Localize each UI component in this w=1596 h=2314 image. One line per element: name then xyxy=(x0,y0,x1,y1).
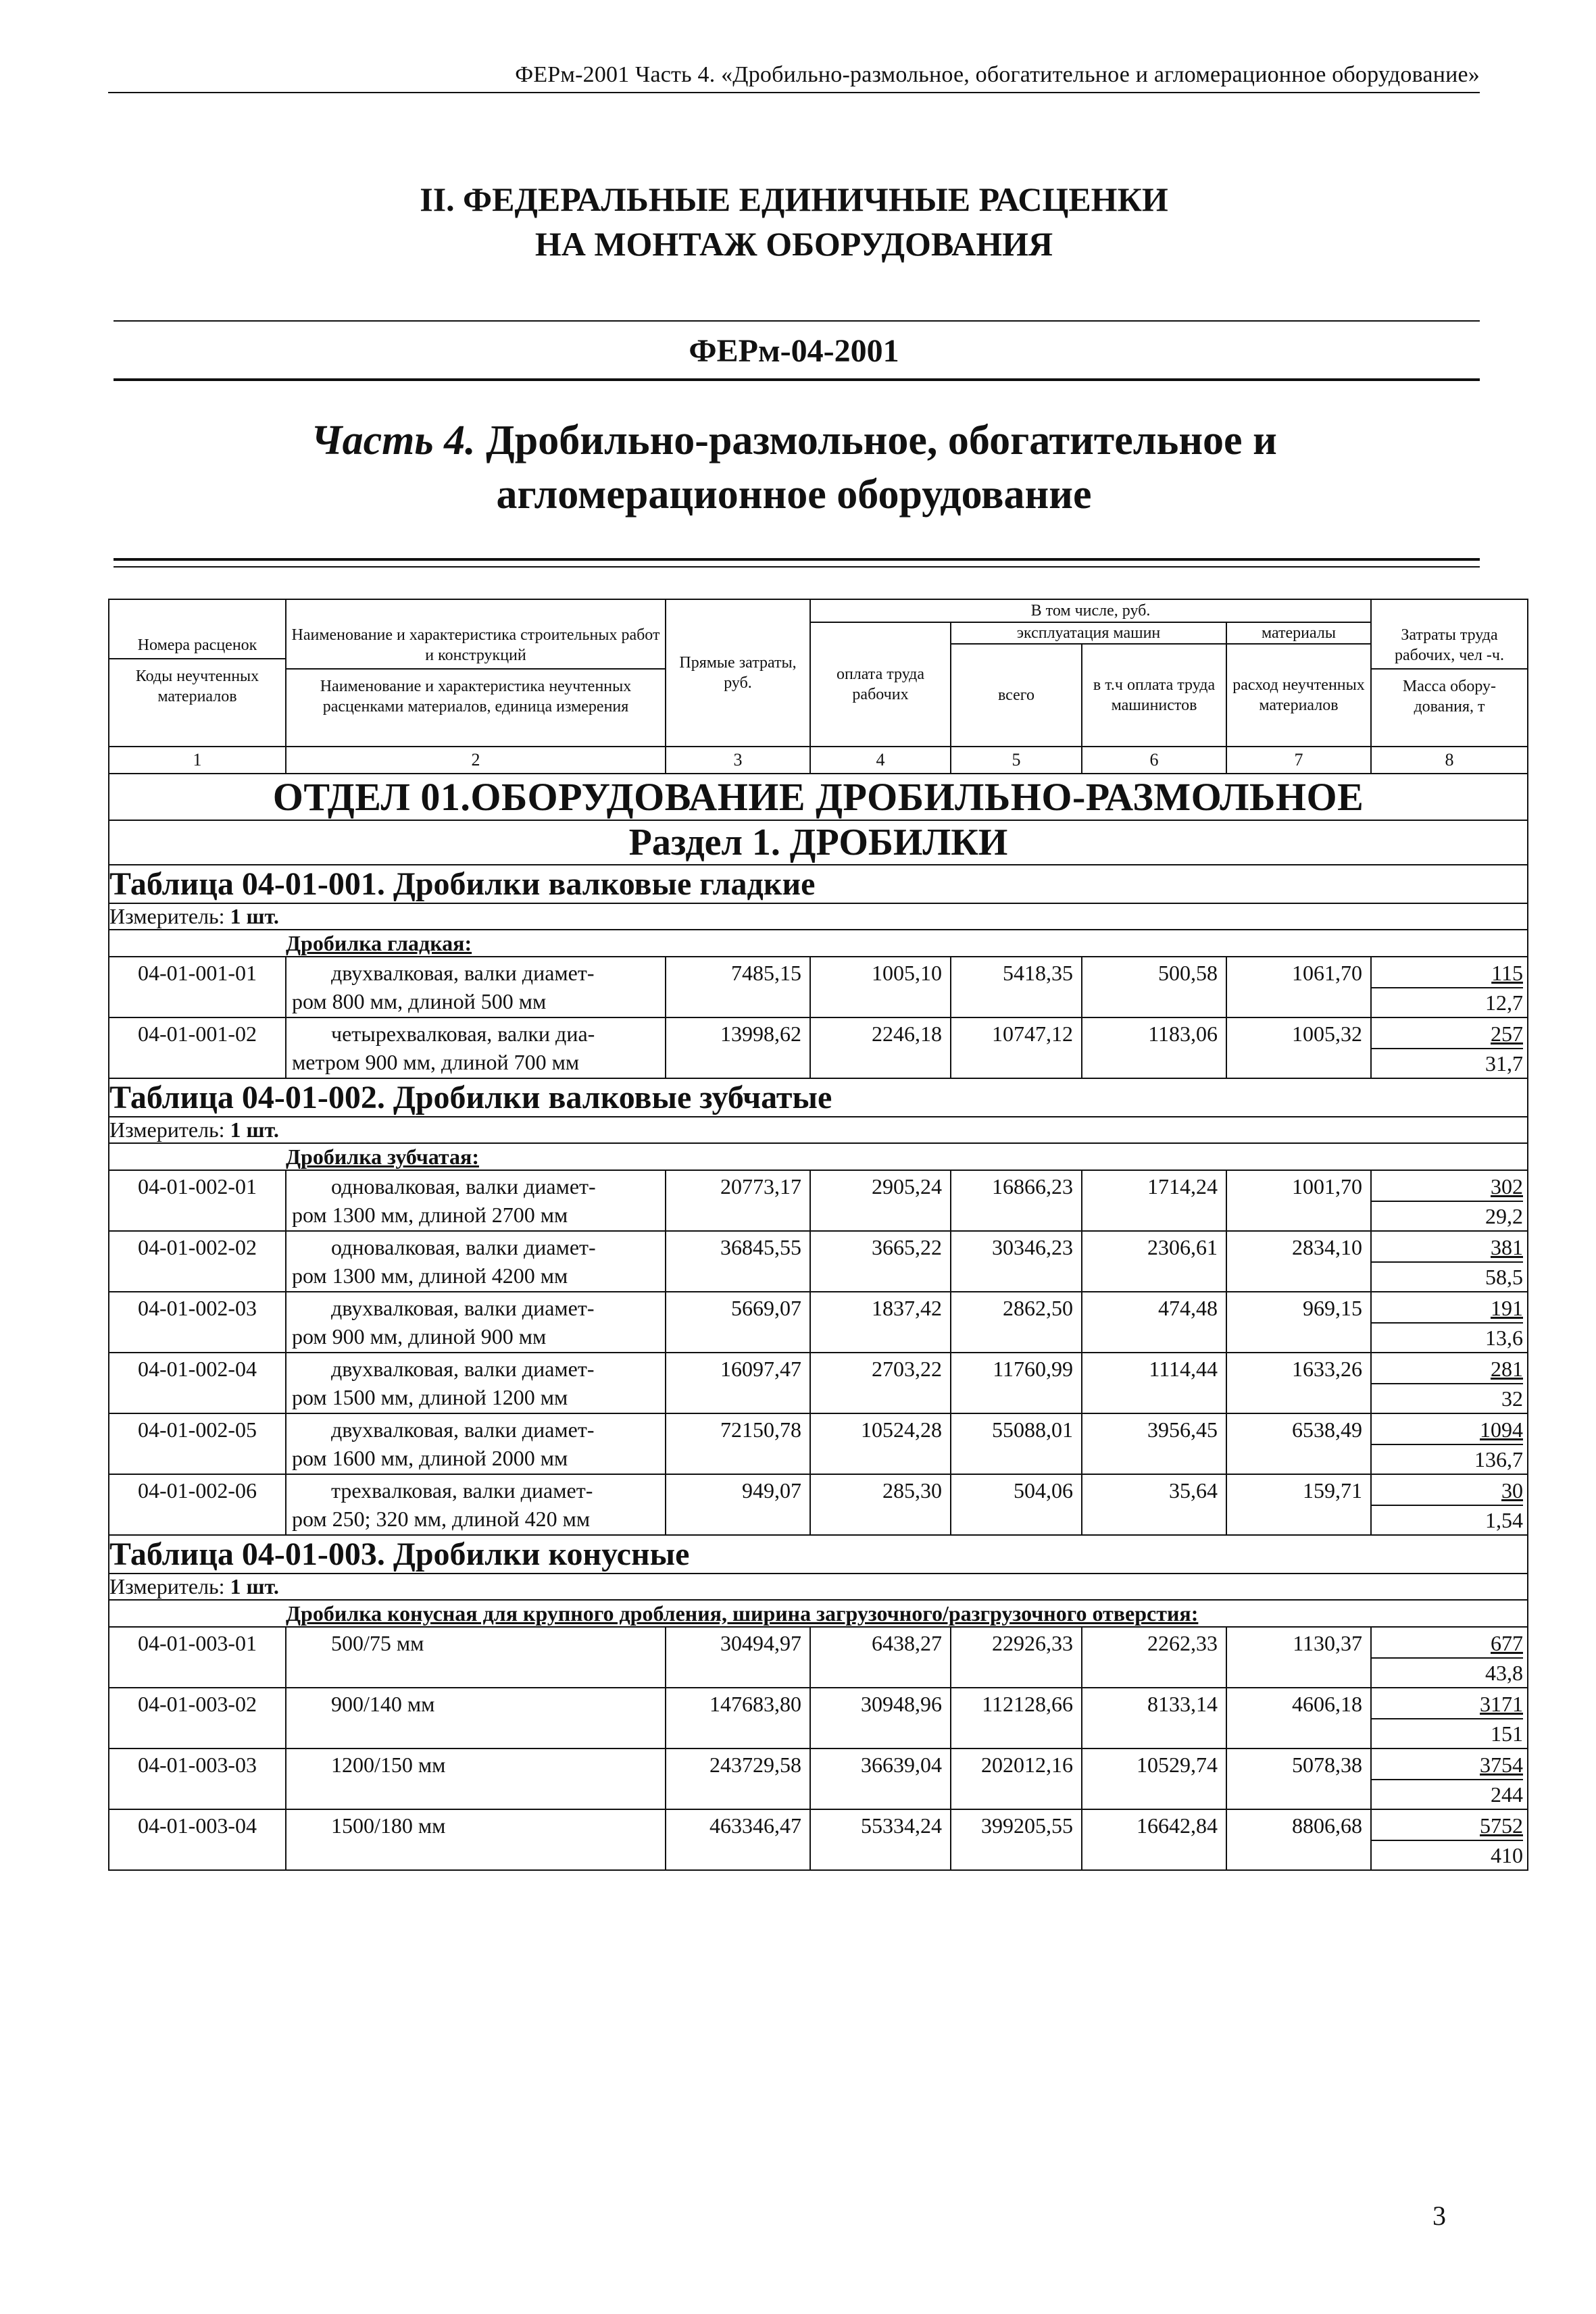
table-title: Таблица 04-01-003. Дробилки конусные xyxy=(109,1535,1528,1574)
chapter-title-rest: Дробильно-размольное, обогатительное и xyxy=(486,418,1277,463)
labor-hours: 5752 xyxy=(1480,1813,1523,1838)
materials-cost: 1130,37 xyxy=(1226,1627,1371,1688)
header-materials: материалы xyxy=(1226,622,1371,644)
header-col8-bottom: Масса обору-дования, т xyxy=(1402,678,1497,715)
table-row xyxy=(109,1749,1528,1809)
machine-total: 399205,55 xyxy=(951,1809,1082,1870)
measure xyxy=(109,1574,1528,1600)
rule xyxy=(114,566,1480,568)
column-number: 2 xyxy=(286,747,666,774)
direct-cost: 30494,97 xyxy=(666,1627,810,1688)
rate-code: 04-01-002-04 xyxy=(109,1353,286,1413)
table-row xyxy=(109,1231,1528,1292)
measure-row xyxy=(109,903,1528,930)
machinist-wages: 500,58 xyxy=(1082,957,1226,1017)
rate-name xyxy=(286,1688,666,1749)
labor-mass xyxy=(1371,1231,1528,1292)
header-col1-bottom: Коды неучтенных материалов xyxy=(135,668,259,705)
group-row xyxy=(109,930,1528,957)
measure-label: Измеритель: xyxy=(109,1117,225,1142)
materials-cost: 1001,70 xyxy=(1226,1170,1371,1231)
machine-total: 2862,50 xyxy=(951,1292,1082,1353)
razdel-row xyxy=(109,820,1528,865)
table-row xyxy=(109,957,1528,1017)
worker-wages: 1837,42 xyxy=(810,1292,951,1353)
machine-total: 112128,66 xyxy=(951,1688,1082,1749)
page-number: 3 xyxy=(1432,2200,1446,2231)
labor-mass xyxy=(1371,1170,1528,1231)
rule xyxy=(114,378,1480,381)
materials-cost: 159,71 xyxy=(1226,1474,1371,1535)
worker-wages: 285,30 xyxy=(810,1474,951,1535)
rate-name-line1: двухвалковая, валки диамет- xyxy=(331,1417,595,1442)
measure-label: Измеритель: xyxy=(109,904,225,928)
rate-name-line1: одновалковая, валки диамет- xyxy=(331,1235,596,1259)
materials-cost: 1061,70 xyxy=(1226,957,1371,1017)
machine-total: 10747,12 xyxy=(951,1017,1082,1078)
rate-name xyxy=(286,1353,666,1413)
labor-mass xyxy=(1371,1627,1528,1688)
rate-name xyxy=(286,1809,666,1870)
rate-name-line2: ром 1600 мм, длиной 2000 мм xyxy=(292,1446,568,1470)
labor-mass xyxy=(1371,1017,1528,1078)
rate-code: 04-01-003-02 xyxy=(109,1688,286,1749)
column-number: 4 xyxy=(810,747,951,774)
labor-mass xyxy=(1371,1413,1528,1474)
materials-cost: 4606,18 xyxy=(1226,1688,1371,1749)
header-col3: Прямые затраты, руб. xyxy=(666,599,810,747)
rate-name-line1: двухвалковая, валки диамет- xyxy=(331,1357,595,1381)
direct-cost: 36845,55 xyxy=(666,1231,810,1292)
rate-name xyxy=(286,1413,666,1474)
machine-total: 202012,16 xyxy=(951,1749,1082,1809)
equipment-mass: 58,5 xyxy=(1372,1261,1523,1291)
code-title: ФЕРм-04-2001 xyxy=(689,333,899,369)
materials-cost: 5078,38 xyxy=(1226,1749,1371,1809)
measure-value: 1 шт. xyxy=(230,904,279,928)
part-title xyxy=(108,177,1480,266)
equipment-mass: 43,8 xyxy=(1372,1657,1523,1687)
worker-wages: 3665,22 xyxy=(810,1231,951,1292)
column-numbers-row xyxy=(109,747,1528,774)
header-col2-top: Наименование и характеристика строительных работ и конструкций xyxy=(286,622,665,670)
rate-name xyxy=(286,1474,666,1535)
group-code-cell xyxy=(109,1143,286,1170)
rate-name-line2: ром 1300 мм, длиной 2700 мм xyxy=(292,1203,568,1227)
rates-table xyxy=(108,599,1528,1871)
worker-wages: 10524,28 xyxy=(810,1413,951,1474)
measure-value: 1 шт. xyxy=(230,1574,279,1599)
equipment-mass: 136,7 xyxy=(1372,1444,1523,1474)
rate-code: 04-01-002-06 xyxy=(109,1474,286,1535)
worker-wages: 2703,22 xyxy=(810,1353,951,1413)
rate-name-line1: двухвалковая, валки диамет- xyxy=(331,1296,595,1320)
rate-name-line1: 900/140 мм xyxy=(331,1692,435,1716)
machinist-wages: 474,48 xyxy=(1082,1292,1226,1353)
table-title: Таблица 04-01-001. Дробилки валковые гладкие xyxy=(109,865,1528,903)
group-row xyxy=(109,1600,1528,1627)
worker-wages: 36639,04 xyxy=(810,1749,951,1809)
header-col8-top: Затраты труда рабочих, чел -ч. xyxy=(1372,622,1527,670)
machinist-wages: 2306,61 xyxy=(1082,1231,1226,1292)
rate-code: 04-01-001-01 xyxy=(109,957,286,1017)
labor-hours: 115 xyxy=(1491,961,1523,985)
machinist-wages: 2262,33 xyxy=(1082,1627,1226,1688)
rate-name xyxy=(286,1749,666,1809)
machinist-wages: 1114,44 xyxy=(1082,1353,1226,1413)
header-machines: эксплуатация машин xyxy=(951,622,1226,644)
equipment-mass: 244 xyxy=(1372,1779,1523,1809)
measure-row xyxy=(109,1574,1528,1600)
equipment-mass: 32 xyxy=(1372,1383,1523,1413)
direct-cost: 7485,15 xyxy=(666,957,810,1017)
part-title-line: НА МОНТАЖ ОБОРУДОВАНИЯ xyxy=(534,225,1053,263)
column-number: 8 xyxy=(1371,747,1528,774)
header-col5: всего xyxy=(951,644,1082,747)
header-col1-top: Номера расценок xyxy=(109,632,285,659)
rate-code: 04-01-001-02 xyxy=(109,1017,286,1078)
table-row xyxy=(109,1688,1528,1749)
direct-cost: 16097,47 xyxy=(666,1353,810,1413)
rate-code: 04-01-003-04 xyxy=(109,1809,286,1870)
labor-hours: 191 xyxy=(1491,1296,1523,1320)
group-code-cell xyxy=(109,930,286,957)
table-title-row xyxy=(109,865,1528,903)
labor-mass xyxy=(1371,1353,1528,1413)
machinist-wages: 3956,45 xyxy=(1082,1413,1226,1474)
labor-hours: 381 xyxy=(1491,1235,1523,1259)
machinist-wages: 8133,14 xyxy=(1082,1688,1226,1749)
machinist-wages: 1714,24 xyxy=(1082,1170,1226,1231)
rule xyxy=(114,320,1480,322)
header-col2 xyxy=(286,599,666,747)
rate-name-line1: 500/75 мм xyxy=(331,1631,424,1655)
machinist-wages: 35,64 xyxy=(1082,1474,1226,1535)
rate-name-line1: двухвалковая, валки диамет- xyxy=(331,961,595,985)
chapter-title xyxy=(108,413,1480,522)
table-row xyxy=(109,1809,1528,1870)
measure xyxy=(109,1117,1528,1143)
rate-name-line2: ром 800 мм, длиной 500 мм xyxy=(292,989,547,1013)
materials-cost: 969,15 xyxy=(1226,1292,1371,1353)
labor-mass xyxy=(1371,1688,1528,1749)
machine-total: 30346,23 xyxy=(951,1231,1082,1292)
group-label: Дробилка конусная для крупного дробления, ширина загрузочного/разгрузочного отверстия: xyxy=(286,1600,1528,1627)
header-col6: в т.ч оплата труда машинистов xyxy=(1082,644,1226,747)
group-label: Дробилка зубчатая: xyxy=(286,1143,1528,1170)
column-number: 5 xyxy=(951,747,1082,774)
direct-cost: 13998,62 xyxy=(666,1017,810,1078)
rate-name-line1: 1200/150 мм xyxy=(331,1753,446,1777)
labor-mass xyxy=(1371,1474,1528,1535)
machine-total: 11760,99 xyxy=(951,1353,1082,1413)
machinist-wages: 10529,74 xyxy=(1082,1749,1226,1809)
worker-wages: 6438,27 xyxy=(810,1627,951,1688)
rate-name-line2: ром 1300 мм, длиной 4200 мм xyxy=(292,1263,568,1288)
rate-code: 04-01-002-02 xyxy=(109,1231,286,1292)
rate-name-line2: ром 250; 320 мм, длиной 420 мм xyxy=(292,1507,591,1531)
table-row xyxy=(109,1413,1528,1474)
chapter-title-line2: агломерационное оборудование xyxy=(496,472,1092,518)
table-row xyxy=(109,1353,1528,1413)
machinist-wages: 1183,06 xyxy=(1082,1017,1226,1078)
rate-code: 04-01-003-01 xyxy=(109,1627,286,1688)
rate-code: 04-01-002-05 xyxy=(109,1413,286,1474)
machine-total: 16866,23 xyxy=(951,1170,1082,1231)
materials-cost: 2834,10 xyxy=(1226,1231,1371,1292)
direct-cost: 5669,07 xyxy=(666,1292,810,1353)
table-title-row xyxy=(109,1535,1528,1574)
equipment-mass: 1,54 xyxy=(1372,1505,1523,1534)
header-group: В том числе, руб. xyxy=(810,599,1371,622)
header-col2-bottom: Наименование и характеристика неучтенных расценками материалов, единица измерения xyxy=(320,678,632,715)
rate-name xyxy=(286,1017,666,1078)
rate-code: 04-01-002-01 xyxy=(109,1170,286,1231)
group-label: Дробилка гладкая: xyxy=(286,930,1528,957)
measure xyxy=(109,903,1528,930)
group-code-cell xyxy=(109,1600,286,1627)
worker-wages: 2905,24 xyxy=(810,1170,951,1231)
labor-mass xyxy=(1371,957,1528,1017)
rate-name xyxy=(286,957,666,1017)
measure-row xyxy=(109,1117,1528,1143)
machine-total: 5418,35 xyxy=(951,957,1082,1017)
labor-hours: 30 xyxy=(1501,1478,1523,1503)
equipment-mass: 29,2 xyxy=(1372,1201,1523,1230)
labor-mass xyxy=(1371,1749,1528,1809)
column-number: 1 xyxy=(109,747,286,774)
table-title-row xyxy=(109,1078,1528,1117)
worker-wages: 30948,96 xyxy=(810,1688,951,1749)
machinist-wages: 16642,84 xyxy=(1082,1809,1226,1870)
table-header-row xyxy=(109,599,1528,622)
measure-value: 1 шт. xyxy=(230,1117,279,1142)
labor-hours: 1094 xyxy=(1480,1417,1523,1442)
labor-hours: 257 xyxy=(1491,1022,1523,1046)
rate-name-line1: одновалковая, валки диамет- xyxy=(331,1174,596,1199)
rule xyxy=(114,558,1480,561)
column-number: 3 xyxy=(666,747,810,774)
equipment-mass: 410 xyxy=(1372,1840,1523,1869)
running-header: ФЕРм-2001 Часть 4. «Дробильно-размольное, обогатительное и агломерационное оборудование» xyxy=(108,62,1480,93)
labor-mass xyxy=(1371,1809,1528,1870)
direct-cost: 463346,47 xyxy=(666,1809,810,1870)
rate-name-line2: метром 900 мм, длиной 700 мм xyxy=(292,1050,580,1074)
labor-hours: 302 xyxy=(1491,1174,1523,1199)
labor-hours: 677 xyxy=(1491,1631,1523,1655)
header-col4: оплата труда рабочих xyxy=(810,622,951,747)
rate-code: 04-01-002-03 xyxy=(109,1292,286,1353)
materials-cost: 6538,49 xyxy=(1226,1413,1371,1474)
otdel-row xyxy=(109,774,1528,820)
rate-name-line2: ром 900 мм, длиной 900 мм xyxy=(292,1324,547,1349)
labor-hours: 3754 xyxy=(1480,1753,1523,1777)
direct-cost: 949,07 xyxy=(666,1474,810,1535)
labor-mass xyxy=(1371,1292,1528,1353)
chapter-lead: Часть 4. xyxy=(311,418,476,463)
materials-cost: 1005,32 xyxy=(1226,1017,1371,1078)
equipment-mass: 31,7 xyxy=(1372,1048,1523,1078)
header-col8 xyxy=(1371,599,1528,747)
labor-hours: 281 xyxy=(1491,1357,1523,1381)
column-number: 6 xyxy=(1082,747,1226,774)
rate-name-line2: ром 1500 мм, длиной 1200 мм xyxy=(292,1385,568,1409)
razdel-title: Раздел 1. ДРОБИЛКИ xyxy=(109,820,1528,865)
rate-name xyxy=(286,1292,666,1353)
column-number: 7 xyxy=(1226,747,1371,774)
direct-cost: 20773,17 xyxy=(666,1170,810,1231)
rate-name xyxy=(286,1627,666,1688)
rate-name-line1: трехвалковая, валки диамет- xyxy=(331,1478,593,1503)
header-col1 xyxy=(109,599,286,747)
table-title: Таблица 04-01-002. Дробилки валковые зубчатые xyxy=(109,1078,1528,1117)
otdel-title: ОТДЕЛ 01.ОБОРУДОВАНИЕ ДРОБИЛЬНО-РАЗМОЛЬНОЕ xyxy=(109,774,1528,820)
worker-wages: 1005,10 xyxy=(810,957,951,1017)
machine-total: 504,06 xyxy=(951,1474,1082,1535)
rate-name xyxy=(286,1170,666,1231)
worker-wages: 2246,18 xyxy=(810,1017,951,1078)
table-row xyxy=(109,1017,1528,1078)
measure-label: Измеритель: xyxy=(109,1574,225,1599)
machine-total: 22926,33 xyxy=(951,1627,1082,1688)
machine-total: 55088,01 xyxy=(951,1413,1082,1474)
table-row xyxy=(109,1292,1528,1353)
equipment-mass: 12,7 xyxy=(1372,987,1523,1017)
part-title-line: II. ФЕДЕРАЛЬНЫЕ ЕДИНИЧНЫЕ РАСЦЕНКИ xyxy=(420,180,1168,218)
group-row xyxy=(109,1143,1528,1170)
table-row xyxy=(109,1170,1528,1231)
header-col7: расход неучтенных материалов xyxy=(1226,644,1371,747)
equipment-mass: 151 xyxy=(1372,1718,1523,1748)
table-row xyxy=(109,1627,1528,1688)
materials-cost: 8806,68 xyxy=(1226,1809,1371,1870)
rate-name-line1: четырехвалковая, валки диа- xyxy=(331,1022,595,1046)
materials-cost: 1633,26 xyxy=(1226,1353,1371,1413)
direct-cost: 243729,58 xyxy=(666,1749,810,1809)
rate-name-line1: 1500/180 мм xyxy=(331,1813,446,1838)
rate-name xyxy=(286,1231,666,1292)
labor-hours: 3171 xyxy=(1480,1692,1523,1716)
direct-cost: 72150,78 xyxy=(666,1413,810,1474)
rate-code: 04-01-003-03 xyxy=(109,1749,286,1809)
worker-wages: 55334,24 xyxy=(810,1809,951,1870)
table-row xyxy=(109,1474,1528,1535)
equipment-mass: 13,6 xyxy=(1372,1322,1523,1352)
direct-cost: 147683,80 xyxy=(666,1688,810,1749)
